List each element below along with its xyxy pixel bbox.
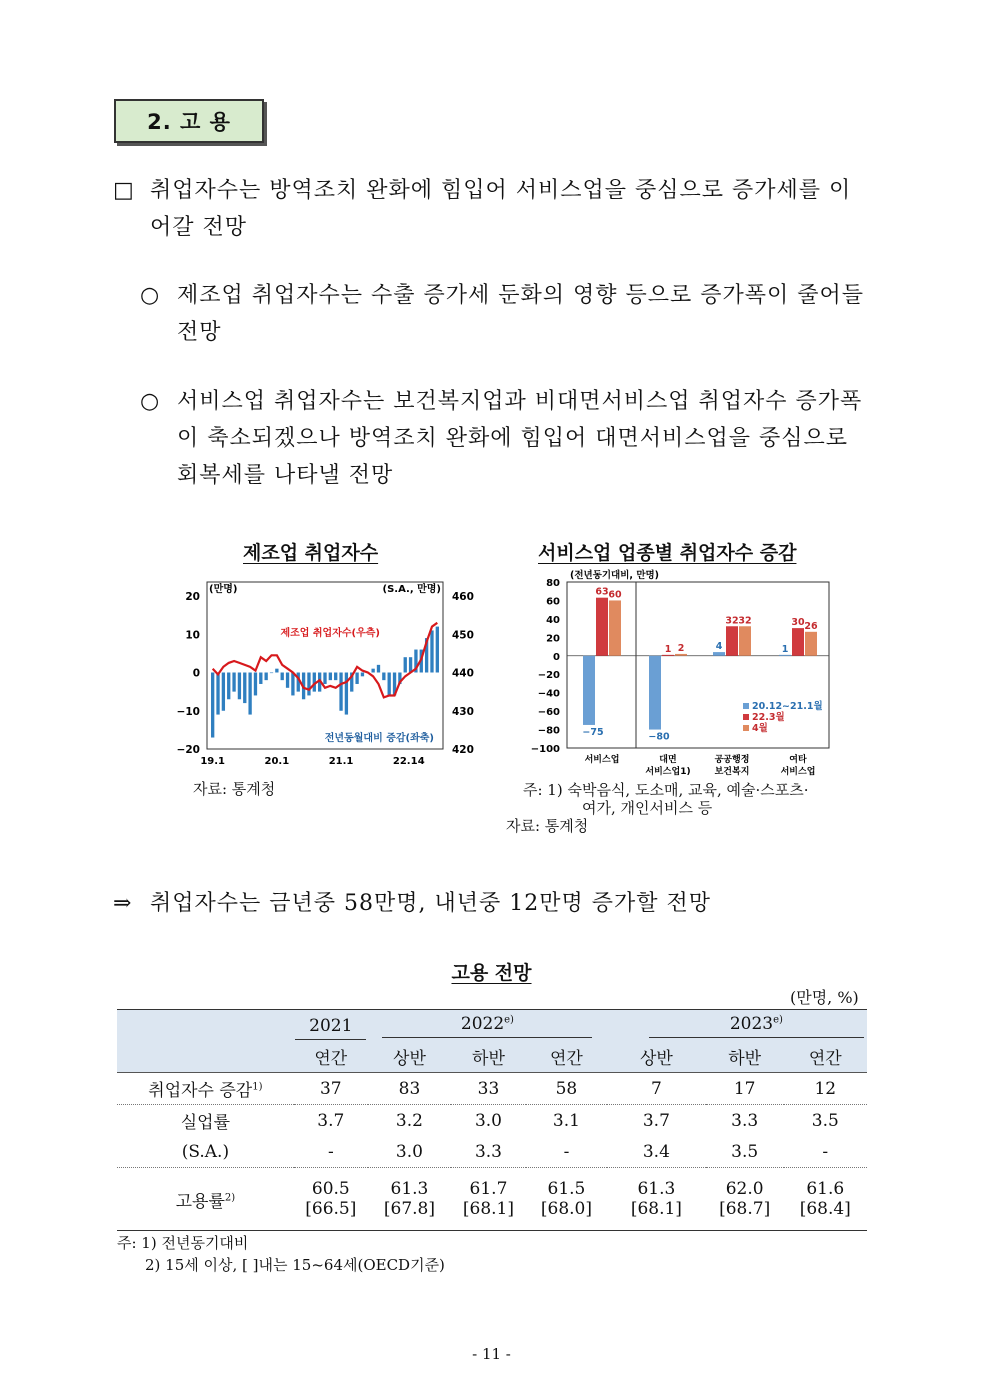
table-cell: [68.1] <box>630 1199 682 1219</box>
chart1-left-tick: −20 <box>176 744 200 756</box>
table-row-employment-rate <box>117 1168 867 1200</box>
chart2-bar <box>779 655 791 656</box>
chart2-data-label: 26 <box>804 620 818 632</box>
chart2-bar <box>739 626 751 656</box>
outlook-summary <box>113 885 873 922</box>
chart1-right-tick: 460 <box>452 591 474 603</box>
header-year-2023: 2023$^{e)}$ <box>706 1010 867 1042</box>
table-cell: 3.7 <box>642 1110 670 1131</box>
chart2-data-label: 30 <box>791 617 805 629</box>
chart2-note-1: 주: 1) 숙박음식, 도소매, 교육, 예술·스포츠· <box>523 781 809 799</box>
chart1-bar <box>259 673 262 684</box>
table-cell: 17 <box>706 1073 784 1105</box>
chart2-y-tick: 40 <box>546 614 560 626</box>
chart1-legend-line: 제조업 취업자수(우측) <box>280 628 380 639</box>
chart1-bar <box>382 673 385 681</box>
chart2-data-label: −75 <box>582 726 604 738</box>
chart2-category-label: 보건복지 <box>714 767 750 777</box>
row-label: 고용률$^{2)}$ <box>117 1168 294 1231</box>
table-cell: 61.3 <box>637 1179 676 1199</box>
chart1-bar <box>355 673 358 684</box>
chart2-y-tick: −40 <box>537 688 560 700</box>
chart1-bar <box>404 657 407 672</box>
header-period: 하반 <box>706 1041 784 1073</box>
chart2-category-label: 대면 <box>659 755 677 765</box>
table-cell: - <box>526 1136 607 1168</box>
chart1-bar <box>377 665 380 673</box>
page-number: - 11 - <box>472 1345 511 1363</box>
chart2-data-label: 4 <box>715 641 723 653</box>
chart2-y-tick: 60 <box>546 596 560 608</box>
chart1-bar <box>211 673 214 738</box>
table-cell: [68.7] <box>719 1199 771 1219</box>
chart1-left-tick: 20 <box>185 591 200 603</box>
table-cell: 3.4 <box>607 1136 706 1168</box>
table-cell: 3.5 <box>811 1110 839 1131</box>
chart1-left-tick: −10 <box>176 705 200 718</box>
chart1-right-tick: 440 <box>452 667 474 680</box>
chart2-unit: (전년동기대비, 만명) <box>570 570 660 581</box>
chart2-category-label: 여타 <box>789 755 807 765</box>
table-cell: 3.0 <box>474 1110 502 1131</box>
table-cell: [68.1] <box>462 1199 515 1219</box>
table-cell: [68.0] <box>540 1199 592 1219</box>
chart1-right-tick: 430 <box>452 705 474 718</box>
chart1-left-tick: 0 <box>192 667 200 680</box>
chart2-title: 서비스업 업종별 취업자수 증감 <box>538 542 797 564</box>
chart2-bar <box>662 655 674 656</box>
chart1-bar <box>323 673 326 684</box>
chart2-category-label: 공공행정 <box>714 755 750 765</box>
checkbox-square-icon: □ <box>113 178 135 203</box>
chart1-bar <box>270 673 273 674</box>
chart2-data-label: 32 <box>738 615 752 627</box>
chart2-note-2: 여가, 개인서비스 등 <box>582 799 713 817</box>
chart2-category-label: 서비스업 <box>780 767 816 777</box>
table-cell: [66.5] <box>305 1199 357 1219</box>
chart2-data-label: 32 <box>725 615 739 627</box>
table-cell: [67.8] <box>383 1199 435 1219</box>
chart1-legend-bar: 전년동월대비 증감(좌축) <box>324 733 434 744</box>
table-row-unemployment <box>117 1105 867 1137</box>
table-cell: 3.1 <box>552 1110 580 1131</box>
table-cell: 3.3 <box>731 1110 759 1131</box>
chart1-bar <box>334 673 337 681</box>
sub-bullet-1 <box>140 277 870 351</box>
chart2-data-label: 60 <box>608 589 622 601</box>
chart2-data-label: 2 <box>677 642 685 654</box>
chart2-source: 자료: 통계청 <box>506 817 589 835</box>
chart1-bar <box>238 673 241 700</box>
main-bullet-text: 취업자수는 방역조치 완화에 힘입어 서비스업을 중심으로 증가세를 이어갈 전망 <box>150 178 852 240</box>
chart1-bar <box>286 673 289 688</box>
chart2-bar <box>649 656 661 730</box>
chart2-legend-label: 22.3월 <box>752 712 785 723</box>
row-label: 실업률 <box>180 1113 231 1133</box>
chart2-bar <box>713 652 725 656</box>
chart2-y-tick: −100 <box>530 744 560 755</box>
header-year-2022: 2022$^{e)}$ <box>368 1010 607 1042</box>
chart2-bar <box>792 628 804 656</box>
chart1-title: 제조업 취업자수 <box>243 542 379 564</box>
chart1-right-tick: 420 <box>452 744 474 756</box>
chart1-bar <box>222 673 225 711</box>
table-cell: 3.7 <box>317 1110 345 1131</box>
chart2-y-tick: −20 <box>537 670 560 682</box>
chart2-y-tick: 20 <box>546 633 560 645</box>
chart2-legend-swatch <box>743 725 749 731</box>
table-cell: 83 <box>368 1073 451 1105</box>
table-cell: - <box>294 1136 368 1168</box>
chart1-bar <box>371 669 374 673</box>
chart1-bar <box>275 669 278 673</box>
chart2-data-label: 1 <box>781 643 789 655</box>
section-title: 2. 고 용 <box>114 99 264 143</box>
chart1-bar <box>436 627 439 673</box>
chart1-bar <box>339 673 342 711</box>
chart1-bar <box>265 673 268 681</box>
chart1-x-tick: 22.1 <box>392 756 418 767</box>
table-unit: (만명, %) <box>790 988 859 1007</box>
chart1-bar <box>281 673 284 681</box>
chart1-x-tick: 4 <box>417 756 425 767</box>
table-cell: 58 <box>526 1073 607 1105</box>
chart2-bar <box>805 632 817 656</box>
table-cell: 7 <box>607 1073 706 1105</box>
chart1-bar <box>329 673 332 681</box>
table-row-unemployment-sa <box>117 1136 867 1168</box>
sub-bullet-1-text: 제조업 취업자수는 수출 증가세 둔화의 영향 등으로 증가폭이 줄어들 전망 <box>177 283 865 345</box>
table-cell: 61.5 <box>547 1179 586 1199</box>
chart1-bar <box>430 630 433 672</box>
chart1-bar <box>216 673 219 715</box>
table-cell: 60.5 <box>311 1179 350 1199</box>
chart2-y-tick: −80 <box>537 725 560 737</box>
chart1-right-tick: 450 <box>452 629 474 642</box>
chart2-bar <box>675 654 687 656</box>
chart2-legend-label: 4월 <box>752 723 768 734</box>
table-title: 고용 전망 <box>451 962 532 984</box>
table-cell: 61.6 <box>806 1179 845 1199</box>
table-note-1: 주: 1) 전년동기대비 <box>117 1234 249 1252</box>
header-period: 상반 <box>368 1041 451 1073</box>
chart1-bar <box>361 673 364 677</box>
chart2-legend-swatch <box>743 703 749 709</box>
service-employment-chart <box>530 566 840 780</box>
chart1-bar <box>227 673 230 700</box>
chart2-bar <box>583 656 595 725</box>
circle-bullet-icon: ○ <box>140 283 161 308</box>
chart2-y-tick: 0 <box>553 651 560 663</box>
sub-bullet-2 <box>140 383 870 494</box>
employment-outlook-table <box>117 1009 867 1231</box>
chart1-x-tick: 21.1 <box>328 756 354 767</box>
table-cell: 3.2 <box>395 1110 423 1131</box>
chart1-bar <box>291 673 294 696</box>
chart2-bar <box>726 626 738 656</box>
table-row-employment-change <box>117 1073 867 1105</box>
row-label: 취업자수 증감$^{1)}$ <box>117 1073 294 1105</box>
table-cell: 62.0 <box>725 1179 764 1199</box>
chart2-y-tick: 80 <box>546 578 560 589</box>
row-label: (S.A.) <box>117 1136 294 1168</box>
table-note-2: 2) 15세 이상, [ ]내는 15~64세(OECD기준) <box>145 1256 445 1274</box>
table-cell: - <box>784 1136 867 1168</box>
header-period: 연간 <box>294 1041 368 1073</box>
implies-arrow-icon: ⇒ <box>113 891 133 916</box>
table-cell: 61.7 <box>469 1179 508 1199</box>
chart1-bar <box>345 673 348 715</box>
table-cell: 3.3 <box>451 1136 526 1168</box>
chart1-left-tick: 10 <box>185 629 200 642</box>
header-corner <box>117 1010 294 1042</box>
chart2-data-label: −80 <box>648 731 670 743</box>
chart2-category-label: 서비스업1) <box>645 767 691 777</box>
sub-bullet-2-text: 서비스업 취업자수는 보건복지업과 비대면서비스업 취업자수 증가폭이 축소되겠으나 방역조치 완화에 힘입어 대면서비스업을 중심으로 회복세를 나타낼 전망 <box>177 389 863 488</box>
header-period: 연간 <box>784 1041 867 1073</box>
header-period: 하반 <box>451 1041 526 1073</box>
chart1-source: 자료: 통계청 <box>193 780 276 798</box>
chart1-bar <box>307 673 310 696</box>
chart1-x-tick: 19.1 <box>200 756 226 767</box>
table-cell: [68.4] <box>799 1199 851 1219</box>
chart2-bar <box>596 598 608 656</box>
chart1-left-unit: (만명) <box>209 584 238 595</box>
chart1-right-unit: (S.A., 만명) <box>382 584 441 595</box>
chart2-y-tick: −60 <box>537 707 560 719</box>
manufacturing-employment-chart <box>170 575 480 770</box>
chart2-data-label: 1 <box>664 643 672 655</box>
chart2-data-label: 63 <box>595 586 609 598</box>
table-cell: 37 <box>294 1073 368 1105</box>
table-cell: 61.3 <box>390 1179 429 1199</box>
main-bullet <box>113 172 871 246</box>
outlook-text: 취업자수는 금년중 58만명, 내년중 12만명 증가할 전망 <box>150 891 711 916</box>
circle-bullet-icon: ○ <box>140 389 161 414</box>
table-cell: 12 <box>784 1073 867 1105</box>
chart2-legend-swatch <box>743 714 749 720</box>
chart1-bar <box>243 673 246 704</box>
chart2-legend-label: 20.12~21.1월 <box>752 701 823 712</box>
chart1-bar <box>388 673 391 696</box>
chart2-bar <box>609 600 621 655</box>
chart1-bar <box>248 673 251 715</box>
chart2-category-label: 서비스업 <box>584 755 620 765</box>
header-period: 연간 <box>526 1041 607 1073</box>
chart1-bar <box>254 673 257 696</box>
table-cell: 3.0 <box>368 1136 451 1168</box>
header-year-2021: 2021 <box>294 1010 368 1042</box>
chart1-x-tick: 20.1 <box>264 756 290 767</box>
table-cell: 33 <box>451 1073 526 1105</box>
chart1-bar <box>409 657 412 672</box>
header-period: 상반 <box>607 1041 706 1073</box>
table-cell: 3.5 <box>706 1136 784 1168</box>
chart1-bar <box>232 673 235 692</box>
